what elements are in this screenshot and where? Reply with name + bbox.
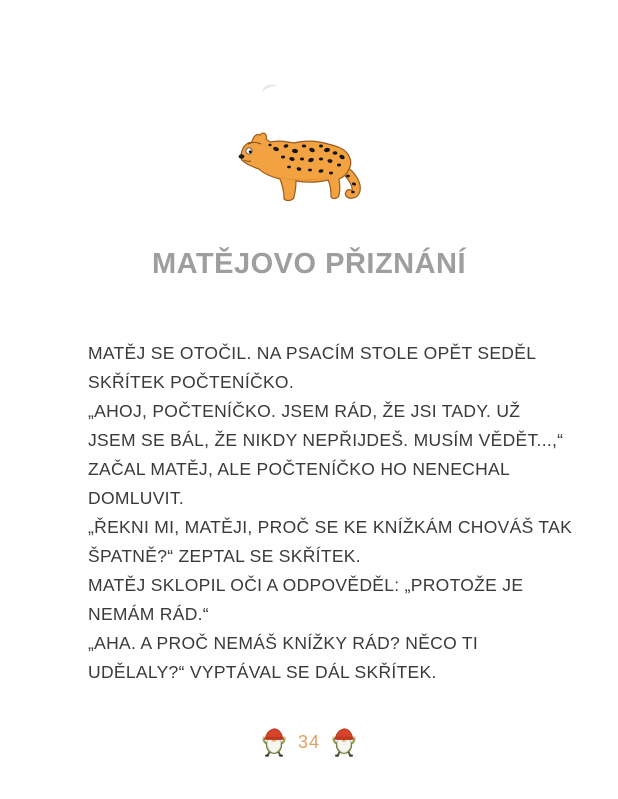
story-text bbox=[88, 339, 573, 687]
story-line: JSEM SE BÁL, ŽE NIKDY NEPŘIJDEŠ. MUSÍM VĚDĚT...,“ bbox=[88, 430, 564, 450]
story-line: DOMLUVIT. bbox=[88, 488, 185, 508]
gnome-icon bbox=[261, 728, 287, 757]
story-line: „AHA. A PROČ NEMÁŠ KNÍŽKY RÁD? NĚCO TI bbox=[88, 633, 479, 653]
story-line: ŠPATNĚ?“ ZEPTAL SE SKŘÍTEK. bbox=[88, 546, 361, 566]
page-footer bbox=[0, 726, 618, 758]
story-line: NEMÁM RÁD.“ bbox=[88, 604, 209, 624]
gnome-icon bbox=[331, 728, 357, 757]
leopard-icon bbox=[236, 130, 376, 205]
story-line: „ŘEKNI MI, MATĚJI, PROČ SE KE KNÍŽKÁM CHOVÁŠ TAK bbox=[88, 517, 573, 537]
story-line: ZAČAL MATĚJ, ALE POČTENÍČKO HO NENECHAL bbox=[88, 459, 511, 479]
story-line: SKŘÍTEK POČTENÍČKO. bbox=[88, 372, 295, 392]
leopard-illustration bbox=[236, 130, 376, 205]
story-line: „AHOJ, POČTENÍČKO. JSEM RÁD, ŽE JSI TADY. UŽ bbox=[88, 401, 521, 421]
story-line: UDĚLALY?“ VYPTÁVAL SE DÁL SKŘÍTEK. bbox=[88, 662, 437, 682]
page-title: MATĚJOVO PŘIZNÁNÍ bbox=[151, 248, 467, 280]
story-line: MATĚJ SKLOPIL OČI A ODPOVĚDĚL: „PROTOŽE JE bbox=[88, 575, 524, 595]
story-line: MATĚJ SE OTOČIL. NA PSACÍM STOLE OPĚT SEDĚL bbox=[88, 343, 537, 363]
faint-mark bbox=[261, 82, 280, 97]
page-number: 34 bbox=[297, 731, 321, 752]
